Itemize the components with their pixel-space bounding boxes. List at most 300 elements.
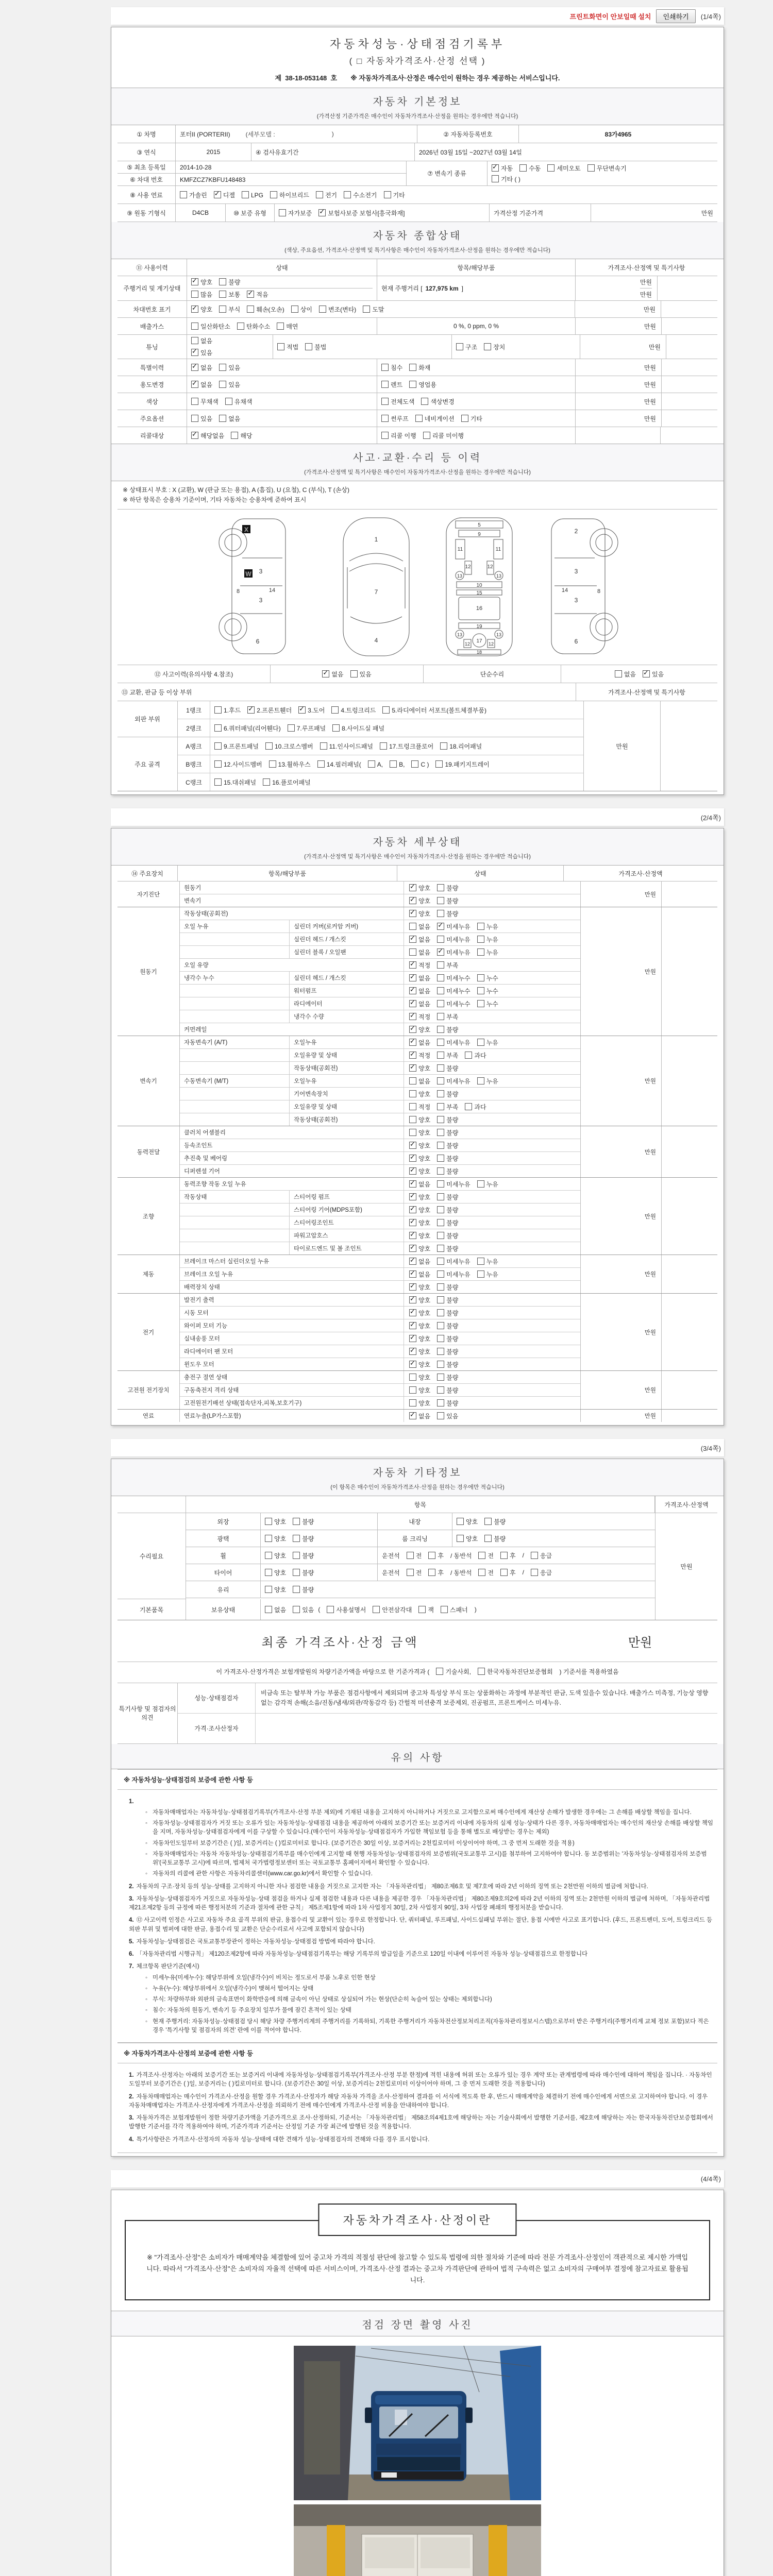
svg-text:W: W <box>245 570 251 578</box>
caution-bullet: ◦ 침수: 자동차의 원동기, 변속기 등 주요장치 일부가 물에 잠긴 흔적이 있는 상태 <box>153 2006 714 2015</box>
page-marker-2: (2/4쪽) <box>700 814 721 822</box>
checkbox[interactable] <box>409 1064 416 1072</box>
checkbox[interactable] <box>409 1309 416 1316</box>
checkbox[interactable] <box>437 1374 444 1381</box>
checkbox[interactable] <box>484 1518 492 1525</box>
rank-note <box>660 701 717 791</box>
checkbox[interactable] <box>214 760 222 768</box>
remarks-table: 특기사항 및 점검자의 의견 성능·상태점검자 비금속 또는 탈부착 가능 부품은 점검사항에서 제외되며 중고차 특성상 부식 또는 상품화하는 과정에 부분적인 판금, 도색 있을수 있습니다. 배출가스 미측정, 기능상 영향없는 감각적 손해(소음/진동/냄새/외관/작동감각 등) 간헐적 미션충격 보증제외, 진공펌프, 프론트케이스 미세누유. 가격·조사산정자 <box>117 1683 717 1744</box>
caution-bullet: ◦ 자동차인도일부터 보증기간은 ( )일, 보증거리는 ( )킬로미터로 합니다. (보증기간은 30일 이상, 보증거리는 2천킬로미터 이상이어야 하며, 그 중 먼저 도래한 것을 적용) <box>153 1839 714 1848</box>
summary-header-state: 상태 <box>187 259 377 276</box>
checkbox[interactable] <box>191 337 198 344</box>
option: 수소전기 <box>344 191 377 199</box>
checkbox[interactable] <box>407 1552 414 1559</box>
detail-row: 연료누출(LP가스포함) ✓ 없음 있음 <box>180 1410 580 1422</box>
checkbox[interactable] <box>477 1270 484 1278</box>
checkbox[interactable] <box>409 1039 416 1046</box>
checkbox[interactable] <box>219 306 226 313</box>
checkbox[interactable] <box>247 291 254 298</box>
checkbox[interactable] <box>437 1206 444 1213</box>
detail-row: 라디에이터 팬 모터 ✓ 양호 불량 <box>180 1345 580 1358</box>
checkbox[interactable] <box>247 706 255 714</box>
checkbox[interactable] <box>437 1129 444 1136</box>
basic-info-table: ① 차명 포터II (PORTERII) (세부모델 : ) ② 자동차등록번호 83가4965 ③ 연식 2015 ④ 검사유효기간 2026년 03월 15일 ~2027년 03월 14일 ⑤ 최초 등록일 2014-10-28 ⑥ 차대 번호 KMFZCZ7KBFU148483 ⑦ 변속기 종류 ✓자동 수동 세미오토 무단변속기 기타 ( ) ⑧ 사용 연료 가솔린 ✓ 디젤 LPG 하이브리드 전기 수소전기 기타 ⑨ 원동 기형식 D4CB ⑩ 보증 유형 자가보증 ✓ 보험사보증 보험사[흥국화재] 가격산정 기준가격 만원 <box>117 125 717 222</box>
checkbox[interactable] <box>318 209 326 216</box>
checkbox[interactable] <box>437 1348 444 1355</box>
checkbox[interactable] <box>437 1026 444 1033</box>
checkbox[interactable] <box>291 306 298 313</box>
checkbox[interactable] <box>225 398 232 405</box>
caution-bullet: ◦ 현재 주행거리: 자동차성능·상태점검 당시 해당 차량 주행거리계의 주행거리를 기록하되, 기록한 주행거리가 자동차전산정보처리조직(자동차관리정보시스템)으로부터 받은 주행거리(주행거리계 교체 정보 포함)보다 적은 경우 '특기사항 및 점검자의 의견' 란에 이를 적어야 합니다. <box>153 2018 714 2036</box>
checkbox[interactable] <box>477 1258 484 1265</box>
car-name-value: 포터II (PORTERII) <box>180 130 230 138</box>
option: ✓자동 <box>492 164 513 173</box>
checkbox[interactable] <box>409 987 416 994</box>
checkbox[interactable] <box>441 1606 448 1613</box>
parts-label: ⑬ 교환, 판금 등 이상 부위 <box>117 683 576 701</box>
option: 세미오토 <box>547 164 580 173</box>
option: 하이브리드 <box>270 191 309 199</box>
checkbox[interactable] <box>231 432 238 439</box>
checkbox[interactable] <box>477 1077 484 1084</box>
checkbox[interactable] <box>409 1142 416 1149</box>
checkbox[interactable] <box>409 948 416 956</box>
parts-price-header: 가격조사·산정액 및 특기사항 <box>608 688 685 696</box>
document-column <box>111 0 724 2576</box>
checkbox[interactable] <box>437 1039 444 1046</box>
final-price-label: 최종 가격조사·산정 금액 <box>261 1635 419 1650</box>
device-group: 조향 동력조향 작동 오일 누유 ✓ 없음 미세누유 누유 작동상태 스티어링 펌프 ✓ 양호 불량 스티어링 기어(MDPS포함) ✓ 양호 불량 스티어링조인트 ✓ 양호 불량 파워고압호스 ✓ 양호 불량 타이로드엔드 및 볼 조인트 ✓ 양호 불량 만원 <box>117 1178 717 1255</box>
checkbox[interactable] <box>437 1283 444 1291</box>
checkbox[interactable] <box>214 742 222 750</box>
checkbox[interactable] <box>437 910 444 917</box>
detail-row: 배력장치 상태 ✓ 양호 불량 <box>180 1281 580 1293</box>
checkbox[interactable] <box>407 1569 414 1576</box>
field-first-reg: ⑤ 최초 등록일 <box>117 161 176 173</box>
checkbox[interactable] <box>437 1000 444 1007</box>
device-group: 제동 브레이크 마스터 실린더오일 누유 ✓ 없음 미세누유 누유 브레이크 오일 누유 ✓ 없음 미세누유 누유 배력장치 상태 ✓ 양호 불량 만원 <box>117 1255 717 1294</box>
checkbox[interactable] <box>409 1103 416 1110</box>
checkbox[interactable] <box>492 175 499 182</box>
section-other-title: 자동차 기타정보 (이 항목은 매수인이 자동차가격조사·산정을 원하는 경우에만 적습니다) <box>111 1459 724 1496</box>
doc-no: 제 38-18-053148 호 <box>275 74 338 82</box>
checkbox[interactable] <box>237 323 244 330</box>
checkbox[interactable] <box>437 1309 444 1316</box>
checkbox[interactable] <box>428 1552 435 1559</box>
checkbox[interactable] <box>440 742 447 750</box>
caution-part: ※ 자동차가격조사·산정의 보증에 관한 사항 등 1. 가격조사·산정자는 아래의 보증기간 또는 보증거리 이내에 자동차성능·상태점검기록부(가격조사·산정 부분 한정)에 적힌 내용에 허위 또는 오류가 있는 경우 계약 또는 관계법령에 따라 매수인에 대하여 책임을 집니다. · 자동차인도일부터 보증기간은 ( )일, 보증거리는 ( )킬로미터로 합니다. (보증기간은 30일 이상, 보증거리는 2천킬로미터 이상이어야 하며, 그 중 먼저 도래한 것을 적용합니다) 2. 자동차매매업자는 매수인이 가격조사·산정을 원할 경우 가격조사·산정자가 해당 자동차 가격을 조사·산정하여 결과를 이 서식에 적도록 한 후, 반드시 매매계약을 체결하기 전에 매수인에게 서면으로 고지하여야 합니다. 이 경우 자동차매매업자는 가격조사·산정자에게 가격조사·산정을 의뢰하기 전에 매수인에게 가격조사·산정 비용을 안내하여야 합니다. 3. 자동차가격은 보험개발원이 정한 차량기준가액을 기준가격으로 조사·산정하되, 기준서는 「자동차관리법」 제58조의4제1호에 해당하는 자는 기술사회에서 발행한 기준서를, 제2호에 해당하는 자는 한국자동차진단보증협회에서 발행한 기준서를 각각 적용하여야 하며, 기준가격과 기준서는 산정일 기준 가장 최근에 발행된 것을 적용합니다. 4. 특기사항란은 가격조사·산정자의 자동차 성능·상태에 대한 견해가 성능·상태점검자의 견해와 다를 경우 표시합니다. <box>111 2043 724 2153</box>
checkbox[interactable] <box>191 415 198 422</box>
remark-row: 가격·조사산정자 <box>178 1714 717 1743</box>
checkbox[interactable] <box>368 760 375 768</box>
accident-history-label: ⑫ 사고이력(유의사항 4.참조) <box>117 665 271 683</box>
checkbox[interactable] <box>428 1569 435 1576</box>
checkbox[interactable] <box>409 1412 416 1419</box>
checkbox[interactable] <box>409 1090 416 1097</box>
checkbox[interactable] <box>500 1552 508 1559</box>
checkbox[interactable] <box>409 1361 416 1368</box>
checkbox[interactable] <box>269 760 276 768</box>
checkbox[interactable] <box>437 1193 444 1200</box>
checkbox[interactable] <box>409 1026 416 1033</box>
caution-item: 4. ⑫ 사고이력 인정은 사고로 자동차 주요 골격 부위의 판금, 용접수리 및 교환이 있는 경우로 한정합니다. 단, 쿼터패널, 루프패널, 사이드실패널 부위는 절단, 용접 시에만 사고로 표기합니다. (후드, 프론트펜더, 도어, 트렁크리드 등 외판 부위 및 범퍼에 대한 판금, 용접수리 및 교환은 단순수리로서 사고에 포함되지 않습니다) <box>129 1917 713 1933</box>
field-engine-type: ⑨ 원동 기형식 <box>117 204 176 222</box>
base-price-unit: 만원 <box>701 209 713 217</box>
inspection-photo-rear <box>294 2504 541 2576</box>
checkbox[interactable] <box>437 1013 444 1020</box>
checkbox[interactable] <box>437 1232 444 1239</box>
document-number-row <box>119 73 716 82</box>
checkbox[interactable] <box>409 1335 416 1342</box>
checkbox[interactable] <box>409 1219 416 1226</box>
checkbox[interactable] <box>409 897 416 904</box>
checkbox[interactable] <box>437 1361 444 1368</box>
checkbox[interactable] <box>219 415 226 422</box>
field-reg-no: ② 자동차등록번호 <box>417 125 519 143</box>
checkbox[interactable] <box>436 1668 443 1675</box>
checkbox[interactable] <box>478 1552 485 1559</box>
checkbox[interactable] <box>409 910 416 917</box>
checkbox[interactable] <box>437 1155 444 1162</box>
checkbox[interactable] <box>409 1322 416 1329</box>
field-car-name: ① 차명 <box>117 125 176 143</box>
checkbox[interactable] <box>409 1077 416 1084</box>
detail-row: 추진축 및 베어링 ✓ 양호 불량 <box>180 1152 580 1165</box>
svg-text:11: 11 <box>495 547 501 553</box>
checkbox[interactable] <box>265 1606 272 1613</box>
checkbox[interactable] <box>435 760 443 768</box>
checkbox[interactable] <box>437 1399 444 1406</box>
caution-item: 1. ◦ 자동차매매업자는 자동차성능·상태점검기록부(가격조사·산정 부분 제외)에 기재된 내용을 고지하지 아니하거나 거짓으로 고지함으로써 매수인에게 재산상 손해가 발생한 경우에는 그 손해를 배상할 책임을 집니다. ◦ 자동차성능·상태점검자가 거짓 또는 오류가 있는 자동차성능·상태점검 내용을 제공하여 아래의 보증기간 또는 보증거리 이내에 자동차의 실제 성능·상태가 다른 경우, 자동차매매업자는 매수인의 재산상 손해를 배상할 책임을 지며, 자동차성능·상태점검자에게 이를 구상할 수 있습니다.(매수인이 자동차성능·상태점검자가 가입한 책임보험 등을 통해 별도로 배상받는 경우는 제외) ◦ 자동차인도일부터 보증기간은 ( )일, 보증거리는 ( )킬로미터로 합니다. (보증기간은 30일 이상, 보증거리는 2천킬로미터 이상이어야 하며, 그 중 먼저 도래한 것을 적용) ◦ 자동차매매업자는 자동차 자동차성능·상태점검기록부를 매수인에게 고지할 때 현행 자동차성능·상태점검자의 보증범위(국토교통부 고시)를 첨부하여 고지하여야 합니다. 동 보증범위는 '자동차성능·상태점검자의 보증범위'(국토교통부 고시)에 따르며, 법제처 국가법령정보센터 또는 국토교통부 홈페이지에서 확인할 수 있습니다. ◦ 자동차의 리콜에 관한 사항은 자동차리콜센터(www.car.go.kr)에서 확인할 수 있습니다. <box>129 1798 714 1879</box>
checkbox[interactable] <box>277 323 284 330</box>
checkbox[interactable] <box>384 191 391 198</box>
field-year: ③ 연식 <box>117 143 176 161</box>
checkbox[interactable] <box>437 1116 444 1123</box>
checkbox[interactable] <box>437 987 444 994</box>
section-detail-title: 자동차 세부상태 (가격조사·산정액 및 특기사항은 매수인이 자동차가격조사·산정을 원하는 경우에만 적습니다) <box>111 828 724 866</box>
checkbox[interactable] <box>288 724 295 732</box>
checkbox[interactable] <box>265 1569 272 1576</box>
checkbox[interactable] <box>437 1180 444 1188</box>
checkbox[interactable] <box>547 164 554 172</box>
checkbox[interactable] <box>214 191 221 198</box>
car-damage-diagram <box>117 510 717 665</box>
summary-header-usage: ⑪ 사용이력 <box>117 259 187 276</box>
checkbox[interactable] <box>219 364 226 371</box>
checkbox[interactable] <box>437 1335 444 1342</box>
checkbox[interactable] <box>293 1569 300 1576</box>
checkbox[interactable] <box>477 974 484 981</box>
checkbox[interactable] <box>265 1586 272 1593</box>
checkbox[interactable] <box>437 948 444 956</box>
checkbox[interactable] <box>265 1535 272 1542</box>
checkbox[interactable] <box>331 706 339 714</box>
checkbox[interactable] <box>477 1039 484 1046</box>
checkbox[interactable] <box>322 670 329 677</box>
checkbox[interactable] <box>423 432 430 439</box>
checkbox[interactable] <box>409 1245 416 1252</box>
caution-item: 1. 가격조사·산정자는 아래의 보증기간 또는 보증거리 이내에 자동차성능·상태점검기록부(가격조사·산정 부분 한정)에 적힌 내용에 허위 또는 오류가 있는 경우 계약 또는 관계법령에 따라 매수인에 대하여 책임을 집니다. · 자동차인도일부터 보증기간은 ( )일, 보증거리는 ( )킬로미터로 합니다. (보증기간은 30일 이상, 보증거리는 2천킬로미터 이상이어야 하며, 그 중 먼저 도래한 것을 적용합니다) <box>129 2072 712 2088</box>
svg-text:3: 3 <box>574 568 578 575</box>
checkbox[interactable] <box>437 923 444 930</box>
checkbox[interactable] <box>465 1103 472 1110</box>
checkbox[interactable] <box>265 1518 272 1525</box>
detail-row: 오일 유량 ✓ 적정 부족 <box>180 959 580 972</box>
checkbox[interactable] <box>327 1606 334 1613</box>
checkbox[interactable] <box>409 1000 416 1007</box>
checkbox[interactable] <box>381 398 389 405</box>
checkbox[interactable] <box>409 1013 416 1020</box>
checkbox[interactable] <box>350 670 358 677</box>
checkbox[interactable] <box>191 432 198 439</box>
checkbox[interactable] <box>270 191 277 198</box>
checkbox[interactable] <box>477 936 484 943</box>
checkbox[interactable] <box>277 343 284 350</box>
checkbox[interactable] <box>344 191 351 198</box>
checkbox[interactable] <box>437 1412 444 1419</box>
vin-value: KMFZCZ7KBFU148483 <box>180 176 246 183</box>
checkbox[interactable] <box>409 1348 416 1355</box>
checkbox[interactable] <box>381 432 389 439</box>
inspection-period-value: 2026년 03월 15일 ~2027년 03월 14일 <box>419 148 523 156</box>
checkbox[interactable] <box>279 209 286 216</box>
checkbox[interactable] <box>492 164 499 172</box>
checkbox[interactable] <box>316 191 323 198</box>
checkbox[interactable] <box>320 742 327 750</box>
checkbox[interactable] <box>363 306 370 313</box>
checkbox[interactable] <box>409 1374 416 1381</box>
checkbox[interactable] <box>437 1077 444 1084</box>
base-price-label: 가격산정 기준가격 <box>490 204 591 222</box>
checkbox[interactable] <box>478 1569 485 1576</box>
checkbox[interactable] <box>437 1167 444 1175</box>
checkbox[interactable] <box>409 1399 416 1406</box>
checkbox[interactable] <box>381 364 389 371</box>
checkbox[interactable] <box>409 1296 416 1303</box>
print-button[interactable]: 인쇄하기 <box>656 9 695 23</box>
checkbox[interactable] <box>437 961 444 969</box>
checkbox[interactable] <box>456 343 463 350</box>
detail-row: 와이퍼 모터 기능 ✓ 양호 불량 <box>180 1319 580 1332</box>
checkbox[interactable] <box>180 191 187 198</box>
checkbox[interactable] <box>409 1206 416 1213</box>
checkbox[interactable] <box>409 1155 416 1162</box>
checkbox[interactable] <box>409 1193 416 1200</box>
checkbox[interactable] <box>477 923 484 930</box>
checkbox[interactable] <box>437 1322 444 1329</box>
checkbox[interactable] <box>219 278 226 285</box>
checkbox[interactable] <box>409 1180 416 1188</box>
svg-text:7: 7 <box>374 588 378 596</box>
first-reg-value: 2014-10-28 <box>180 163 212 171</box>
checkbox[interactable] <box>409 923 416 930</box>
checkbox[interactable] <box>191 381 198 388</box>
checkbox[interactable] <box>437 1064 444 1072</box>
checkbox[interactable] <box>409 1232 416 1239</box>
row-recall: 리콜대상 ✓ 해당없음 해당 리콜 이행 리콜 미이행 <box>117 427 717 444</box>
checkbox[interactable] <box>293 1552 300 1559</box>
checkbox[interactable] <box>477 1000 484 1007</box>
svg-text:9: 9 <box>478 532 481 538</box>
cautions-body <box>111 1769 724 2153</box>
odometer-value: 127,975 km <box>425 284 459 292</box>
checkbox[interactable] <box>409 936 416 943</box>
checkbox[interactable] <box>214 706 222 714</box>
checkbox[interactable] <box>409 1283 416 1291</box>
checkbox[interactable] <box>191 349 198 356</box>
checkbox[interactable] <box>500 1569 508 1576</box>
checkbox[interactable] <box>332 724 340 732</box>
checkbox[interactable] <box>382 706 390 714</box>
detail-row: 냉각수 수량 ✓ 적정 부족 <box>180 1010 580 1023</box>
checkbox[interactable] <box>191 364 198 371</box>
checkbox[interactable] <box>409 1116 416 1123</box>
checkbox[interactable] <box>418 1606 426 1613</box>
basic-items-label: 기본품목 <box>117 1599 186 1620</box>
checkbox[interactable] <box>373 1606 380 1613</box>
checkbox[interactable] <box>265 742 273 750</box>
checkbox[interactable] <box>411 760 418 768</box>
checkbox[interactable] <box>265 1552 272 1559</box>
caution-item: 6. 「자동차관리법 시행규칙」 제120조제2항에 따라 자동차성능·상태점검기록부는 해당 기록부의 발급일을 기준으로 120일 이내에 이루어진 자동차 성능·상태점검으로 한정합니다 <box>129 1951 588 1958</box>
checkbox[interactable] <box>263 778 270 786</box>
checkbox[interactable] <box>409 961 416 969</box>
checkbox[interactable] <box>219 381 226 388</box>
checkbox[interactable] <box>587 164 595 172</box>
checkbox[interactable] <box>437 1258 444 1265</box>
checkbox[interactable] <box>380 742 387 750</box>
svg-text:X: X <box>244 526 249 534</box>
checkbox[interactable] <box>437 974 444 981</box>
checkbox[interactable] <box>293 1518 300 1525</box>
checkbox[interactable] <box>437 1103 444 1110</box>
checkbox[interactable] <box>214 724 222 732</box>
page-marker-1: (1/4쪽) <box>700 12 721 21</box>
checkbox[interactable] <box>531 1552 538 1559</box>
checkbox[interactable] <box>415 415 423 422</box>
checkbox[interactable] <box>465 1052 472 1059</box>
checkbox[interactable] <box>409 1129 416 1136</box>
checkbox[interactable] <box>409 1052 416 1059</box>
checkbox[interactable] <box>409 364 416 371</box>
section-photos-title: 점검 장면 촬영 사진 <box>111 2311 724 2336</box>
checkbox[interactable] <box>298 706 306 714</box>
checkbox[interactable] <box>457 1518 464 1525</box>
valuation-title: 자동차가격조사·산정이란 <box>318 2204 516 2236</box>
checkbox[interactable] <box>409 884 416 891</box>
detail-row: 라디에이터 ✓ 없음 미세누수 누수 <box>180 997 580 1010</box>
checkbox[interactable] <box>437 884 444 891</box>
checkbox[interactable] <box>519 164 527 172</box>
checkbox[interactable] <box>437 1270 444 1278</box>
checkbox[interactable] <box>421 398 428 405</box>
checkbox[interactable] <box>409 381 416 388</box>
checkbox[interactable] <box>477 987 484 994</box>
device-group: 고전원 전기장치 충전구 절연 상태 양호 불량 구동축전지 격리 상태 양호 불량 고전원전기배선 상태(접속단자,피복,보호기구) 양호 불량 만원 <box>117 1371 717 1410</box>
checkbox[interactable] <box>457 1535 464 1542</box>
checkbox[interactable] <box>477 948 484 956</box>
checkbox[interactable] <box>191 278 198 285</box>
checkbox[interactable] <box>381 381 389 388</box>
section-summary-title: 자동차 종합상태 (색상, 주요옵션, 가격조사·산정액 및 특기사항은 매수인이 자동차가격조사·산정을 원하는 경우에만 적습니다) <box>111 222 724 259</box>
checkbox[interactable] <box>191 398 198 405</box>
device-group: 자기진단 원동기 ✓ 양호 불량 변속기 ✓ 양호 불량 만원 <box>117 882 717 907</box>
checkbox[interactable] <box>293 1606 300 1613</box>
checkbox[interactable] <box>478 1668 485 1675</box>
detail-row: 파워고압호스 ✓ 양호 불량 <box>180 1229 580 1242</box>
checkbox[interactable] <box>643 670 650 677</box>
install-notice: 프린트화면이 안보일때 설치 <box>569 12 651 21</box>
checkbox[interactable] <box>484 343 491 350</box>
checkbox[interactable] <box>437 1052 444 1059</box>
transmission-options-2 <box>492 175 520 183</box>
rank-group: 외판 부위 1랭크 1.후드 ✓ 2.프론트휀더 ✓ 3.도어 4.트렁크리드 5.라디에이터 서포트(볼트체결부품) 2랭크 6.쿼터패널(리어휀다) 7.루프패널 8.사이드실 패널 <box>117 701 583 737</box>
row-options: 주요옵션 있음 없음 썬루프 네비게이션 기타 만원 <box>117 410 717 427</box>
svg-text:13: 13 <box>496 632 502 638</box>
checkbox[interactable] <box>615 670 622 677</box>
other-price: 만원 <box>655 1513 717 1620</box>
checkbox[interactable] <box>437 1386 444 1394</box>
caution-item: 7. 체크항목 판단기준(예시) ◦ 미세누유(미세누수): 해당부위에 오일(냉각수)이 비치는 정도로서 부품 노후로 인한 현상 ◦ 누유(누수): 해당부위에서 오일(냉각수)이 맺혀서 떨어지는 상태 ◦ 부식: 차량하부와 외판의 금속표면이 화학반응에 의해 금속이 아닌 상태로 상실되어 가는 현상(단순히 녹슬어 있는 상태는 제외합니다) ◦ 침수: 자동차의 원동기, 변속기 등 주요장치 일부가 물에 잠긴 흔적이 있는 상태 ◦ 현재 주행거리: 자동차성능·상태점검 당시 해당 차량 주행거리계의 주행거리를 기록하되, 기록한 주행거리가 자동차전산정보처리조직(자동차관리정보시스템)으로부터 받은 주행거리(주행거리계 교체 정보 포함)보다 적은 경우 '특기사항 및 점검자의 의견' 란에 이를 적어야 합니다. <box>129 1962 714 2035</box>
checkbox[interactable] <box>484 1535 492 1542</box>
checkbox[interactable] <box>317 760 325 768</box>
checkbox[interactable] <box>437 1142 444 1149</box>
checkbox[interactable] <box>191 291 198 298</box>
checkbox[interactable] <box>409 1386 416 1394</box>
rank-group: 주요 골격 A랭크 9.프론트패널 10.크로스멤버 11.인사이드패널 17.트렁크플로어 18.리어패널 B랭크 12.사이드멤버 13.휠하우스 14.필러패널( A, B, C ) 19.패키지트레이 C랭크 15.대쉬패널 16.플로어패널 <box>117 737 583 791</box>
checkbox[interactable] <box>409 1270 416 1278</box>
checkbox[interactable] <box>477 1180 484 1188</box>
checkbox[interactable] <box>437 1090 444 1097</box>
svg-text:13: 13 <box>457 573 463 579</box>
checkbox[interactable] <box>381 415 389 422</box>
checkbox[interactable] <box>409 974 416 981</box>
checkbox[interactable] <box>461 415 468 422</box>
detail-row: 브레이크 마스터 실린더오일 누유 ✓ 없음 미세누유 누유 <box>180 1255 580 1268</box>
checkbox[interactable] <box>191 306 198 313</box>
checkbox[interactable] <box>214 778 222 786</box>
checkbox[interactable] <box>437 936 444 943</box>
checkbox[interactable] <box>390 760 397 768</box>
checkbox[interactable] <box>242 191 249 198</box>
svg-text:16: 16 <box>476 605 483 612</box>
final-price-row <box>117 1620 717 1662</box>
checkbox[interactable] <box>305 343 312 350</box>
checkbox[interactable] <box>409 1258 416 1265</box>
parts-header-row <box>117 683 717 701</box>
checkbox[interactable] <box>437 1296 444 1303</box>
rank-row: A랭크 9.프론트패널 10.크로스멤버 11.인사이드패널 17.트렁크플로어 18.리어패널 <box>178 737 583 755</box>
document-header <box>111 27 724 88</box>
page-marker-3: (3/4쪽) <box>700 1444 721 1452</box>
checkbox[interactable] <box>247 306 254 313</box>
checkbox[interactable] <box>293 1586 300 1593</box>
checkbox[interactable] <box>293 1535 300 1542</box>
section-cautions-title: 유의 사항 <box>111 1744 724 1769</box>
checkbox[interactable] <box>437 1219 444 1226</box>
checkbox[interactable] <box>319 306 326 313</box>
rank-table <box>117 701 717 791</box>
svg-text:13: 13 <box>496 573 502 579</box>
checkbox[interactable] <box>219 291 226 298</box>
checkbox[interactable] <box>409 1167 416 1175</box>
checkbox[interactable] <box>531 1569 538 1576</box>
detail-row: 고전원전기배선 상태(접속단자,피복,보호기구) 양호 불량 <box>180 1397 580 1409</box>
checkbox[interactable] <box>437 1245 444 1252</box>
checkbox[interactable] <box>437 897 444 904</box>
detail-row: 타이로드엔드 및 볼 조인트 ✓ 양호 불량 <box>180 1242 580 1255</box>
checkbox[interactable] <box>191 323 198 330</box>
